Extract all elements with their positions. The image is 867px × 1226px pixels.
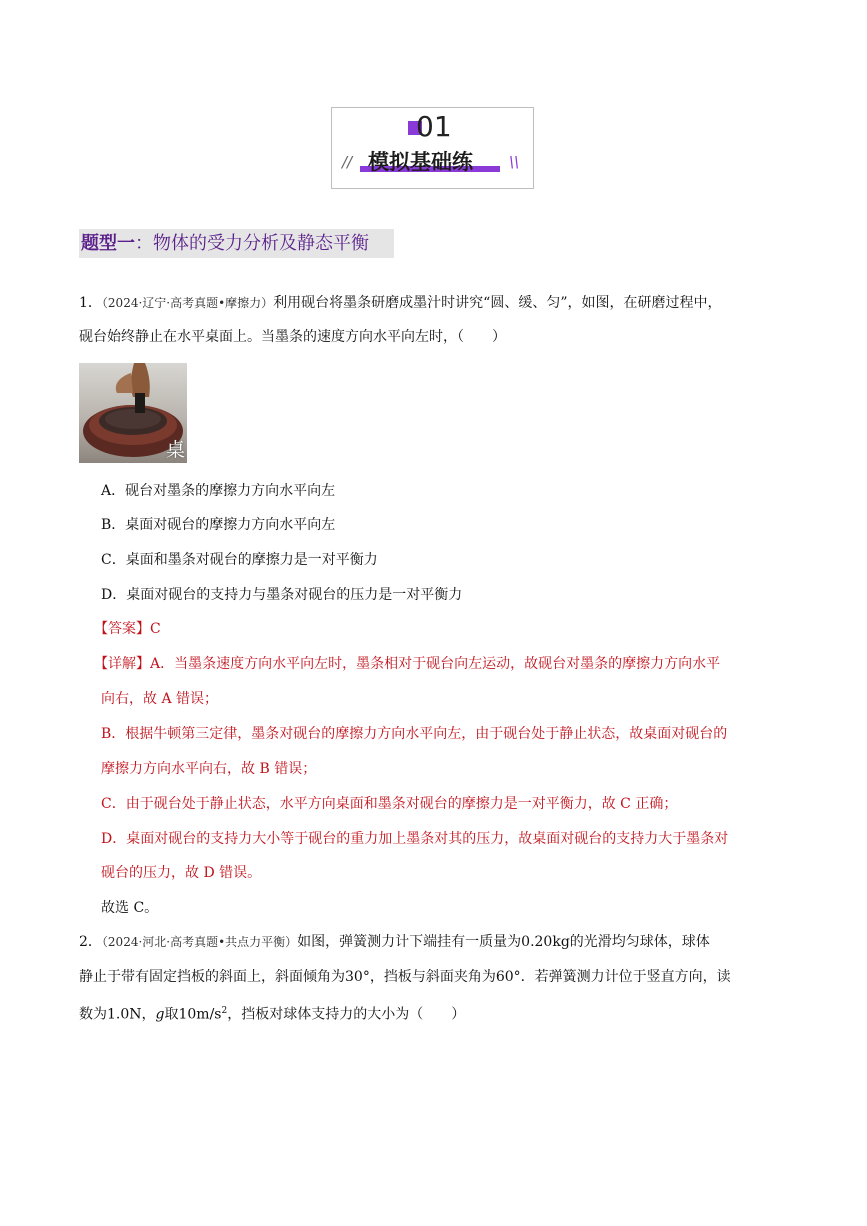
q1-line-1 [79, 293, 722, 313]
q2-stem: 如图，弹簧测力计下端挂有一质量为 [297, 934, 522, 950]
badge-label: 模拟基础练 [368, 150, 473, 174]
photo-overlay-text: 桌 [165, 439, 185, 461]
q2-line-1 [79, 932, 710, 952]
q1-option-b: B．桌面对砚台的摩擦力方向水平向左 [101, 517, 336, 533]
badge-number: 01 [416, 110, 452, 143]
q2-g-symbol: g [155, 1006, 165, 1023]
q2-reading-value: 1.0N [107, 1006, 142, 1023]
q1-detail-line: 摩擦力方向水平向右，故 B 错误； [101, 761, 317, 777]
q1-detail-line: 向右，故 A 错误； [101, 691, 219, 707]
badge-slash-right: \\ [509, 153, 520, 171]
q2-stem: 取 [164, 1006, 179, 1023]
q2-angle-board: 60° [495, 969, 521, 985]
q1-detail-line: D．桌面对砚台的支持力大小等于砚台的重力加上墨条对其的压力，故桌面对砚台的支持力大于墨条对 [101, 831, 729, 847]
q2-stem: 静止于带有固定挡板的斜面上，斜面倾角为 [79, 969, 345, 985]
q2-stem: 的光滑均匀球体，球体 [569, 934, 710, 950]
q1-detail-line: 砚台的压力，故 D 错误。 [101, 865, 262, 881]
q1-line-2: 砚台始终静止在水平桌面上。当墨条的速度方向水平向左时，（ ） [79, 329, 506, 345]
q2-stem: 数为 [79, 1006, 107, 1023]
section-heading-lead: 题型一 [81, 233, 135, 254]
section-badge [331, 107, 534, 189]
q2-stem: ，挡板对球体支持力的大小为（ ） [227, 1006, 466, 1023]
section-heading [79, 229, 394, 258]
q1-source-tag: （2024·辽宁·高考真题•摩擦力） [101, 296, 274, 310]
q1-option-c: C．桌面和墨条对砚台的摩擦力是一对平衡力 [101, 552, 378, 568]
q2-stem: ，挡板与斜面夹角为 [369, 969, 496, 985]
q1-conclusion: 故选 C。 [101, 900, 159, 916]
q2-stem: ．若弹簧测力计位于竖直方向，读 [520, 969, 731, 985]
section-heading-text: ：物体的受力分析及静态平衡 [135, 233, 369, 254]
q1-number: 1． [79, 295, 102, 311]
q2-g-value: 10m/s [178, 1006, 222, 1023]
inkstone-photo [79, 363, 187, 463]
q2-stem: ， [141, 1006, 156, 1023]
q2-line-2 [79, 967, 731, 987]
q2-line-3 [79, 1001, 465, 1025]
q1-stem-1: 利用砚台将墨条研磨成墨汁时讲究“圆、缓、匀”，如图，在研磨过程中， [273, 295, 722, 311]
q1-detail-line: B．根据牛顿第三定律，墨条对砚台的摩擦力方向水平向左，由于砚台处于静止状态，故桌面对砚台的 [101, 726, 728, 742]
q2-number: 2． [79, 934, 102, 950]
badge-slash-left: // [342, 153, 353, 171]
q1-detail-line: C．由于砚台处于静止状态，水平方向桌面和墨条对砚台的摩擦力是一对平衡力，故 C 正确； [101, 796, 678, 812]
q1-option-d: D．桌面对砚台的支持力与墨条对砚台的压力是一对平衡力 [101, 587, 463, 603]
q2-g-exponent: 2 [221, 1006, 228, 1016]
q1-detail-line: 【详解】A．当墨条速度方向水平向左时，墨条相对于砚台向左运动，故砚台对墨条的摩擦力方向水平 [94, 656, 721, 672]
q2-source-tag: （2024·河北·高考真题•共点力平衡） [101, 935, 298, 949]
q2-angle-incline: 30° [345, 969, 370, 985]
q1-answer: 【答案】C [94, 621, 161, 637]
q2-mass-value: 0.20kg [521, 934, 570, 950]
q1-option-a: A．砚台对墨条的摩擦力方向水平向左 [101, 483, 336, 499]
